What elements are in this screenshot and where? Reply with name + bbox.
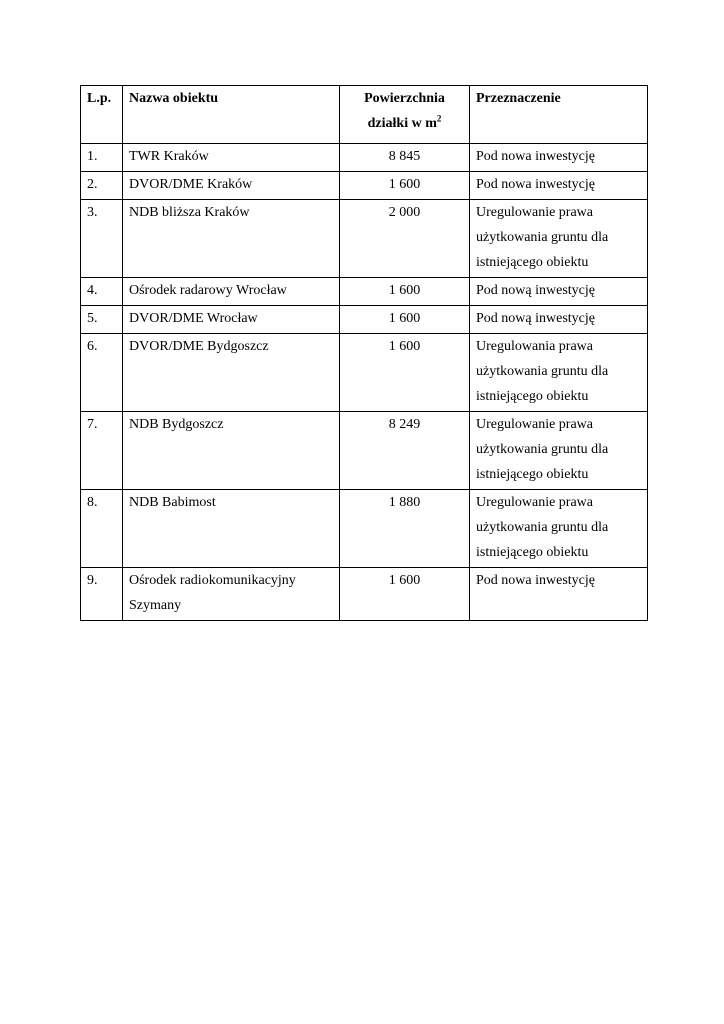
cell-name: NDB Babimost [123,490,340,568]
cell-purpose: Pod nową inwestycję [470,306,648,334]
cell-purpose: Uregulowanie prawa użytkowania gruntu dla istniejącego obiektu [470,200,648,278]
table-row [81,144,648,172]
cell-name: DVOR/DME Kraków [123,172,340,200]
cell-area: 1 600 [340,306,470,334]
header-area [340,86,470,144]
facilities-table [80,85,648,621]
cell-purpose: Uregulowanie prawa użytkowania gruntu dla istniejącego obiektu [470,412,648,490]
cell-lp: 2. [81,172,123,200]
cell-purpose: Pod nowa inwestycję [470,568,648,621]
cell-area: 1 880 [340,490,470,568]
cell-lp: 7. [81,412,123,490]
cell-lp: 8. [81,490,123,568]
cell-lp: 6. [81,334,123,412]
header-area-line2 [346,111,463,136]
cell-name: NDB Bydgoszcz [123,412,340,490]
cell-lp: 3. [81,200,123,278]
cell-name: TWR Kraków [123,144,340,172]
table-row [81,306,648,334]
cell-area: 1 600 [340,568,470,621]
cell-purpose: Pod nowa inwestycję [470,144,648,172]
cell-lp: 4. [81,278,123,306]
cell-purpose: Uregulowanie prawa użytkowania gruntu dla istniejącego obiektu [470,490,648,568]
table-row [81,490,648,568]
table-row [81,568,648,621]
table-row [81,412,648,490]
cell-name: DVOR/DME Wrocław [123,306,340,334]
cell-area: 1 600 [340,172,470,200]
table-row [81,278,648,306]
header-lp: L.p. [81,86,123,144]
cell-area: 8 249 [340,412,470,490]
cell-lp: 5. [81,306,123,334]
cell-purpose: Pod nowa inwestycję [470,172,648,200]
cell-purpose: Pod nową inwestycję [470,278,648,306]
table-row [81,172,648,200]
cell-lp: 9. [81,568,123,621]
table-row [81,200,648,278]
cell-area: 2 000 [340,200,470,278]
table-header-row [81,86,648,144]
cell-name: NDB bliższa Kraków [123,200,340,278]
header-area-line1: Powierzchnia [364,91,445,106]
cell-name: Ośrodek radarowy Wrocław [123,278,340,306]
cell-purpose: Uregulowania prawa użytkowania gruntu dla istniejącego obiektu [470,334,648,412]
header-name: Nazwa obiektu [123,86,340,144]
cell-name: DVOR/DME Bydgoszcz [123,334,340,412]
cell-area: 8 845 [340,144,470,172]
cell-area: 1 600 [340,278,470,306]
cell-name: Ośrodek radiokomunikacyjny Szymany [123,568,340,621]
header-area-superscript: 2 [436,113,442,124]
header-purpose: Przeznaczenie [470,86,648,144]
header-area-unit: działki w m [367,116,437,131]
cell-area: 1 600 [340,334,470,412]
cell-lp: 1. [81,144,123,172]
table-row [81,334,648,412]
